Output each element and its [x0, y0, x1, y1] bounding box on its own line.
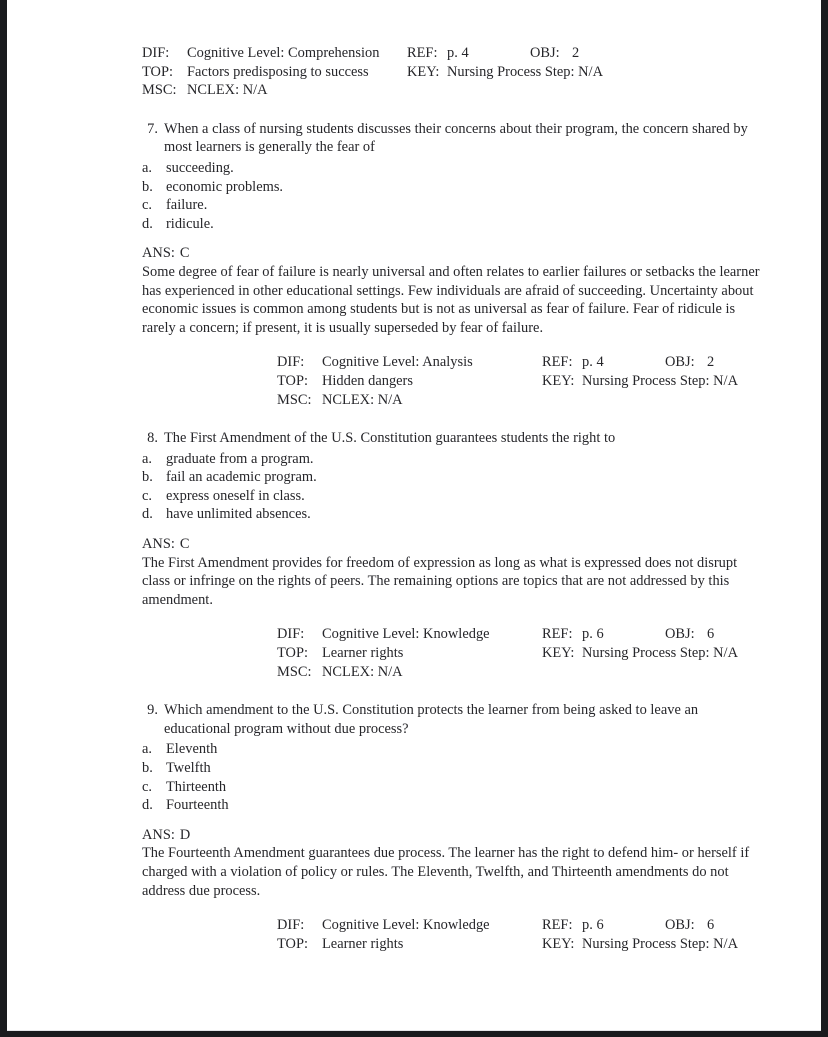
block-gap — [7, 100, 821, 120]
option-list — [142, 450, 821, 524]
obj-label: OBJ: — [665, 917, 695, 934]
key-value: Nursing Process Step: N/A — [582, 645, 738, 662]
ref-label: REF: — [407, 45, 438, 61]
msc-label: MSC: — [277, 663, 312, 680]
ref-label: REF: — [542, 354, 573, 371]
option-letter: c. — [142, 197, 153, 214]
option-text: succeeding. — [166, 159, 234, 176]
rationale-meta-gap — [142, 609, 821, 625]
option-text: Eleventh — [166, 741, 218, 758]
question-head — [142, 429, 821, 448]
option-letter: a. — [142, 450, 153, 467]
option-letter: c. — [142, 778, 153, 795]
obj-value: 6 — [707, 626, 715, 643]
question-head — [142, 120, 821, 157]
ref-value: p. 4 — [447, 45, 469, 61]
top-label: TOP: — [142, 63, 174, 80]
top-value: Factors predisposing to success — [187, 63, 369, 80]
key-value: Nursing Process Step: N/A — [582, 935, 738, 952]
answer-value: C — [179, 245, 190, 262]
options-answer-gap — [142, 233, 821, 244]
msc-label: MSC: — [142, 82, 177, 99]
msc-value: NCLEX: N/A — [322, 391, 403, 408]
option-letter: d. — [142, 797, 153, 814]
options-answer-gap — [142, 524, 821, 535]
page-bottom-edge — [7, 1030, 821, 1031]
ref-value: p. 6 — [582, 626, 604, 643]
question-number: 7. — [147, 120, 158, 137]
dif-label: DIF: — [142, 45, 170, 61]
option-text: have unlimited absences. — [166, 506, 311, 523]
option-item[interactable] — [142, 450, 821, 469]
option-text: Thirteenth — [166, 778, 227, 795]
dif-label: DIF: — [277, 917, 305, 934]
question-8 — [7, 429, 821, 681]
option-item[interactable] — [142, 778, 821, 797]
top-value: Hidden dangers — [322, 372, 413, 389]
option-item[interactable] — [142, 505, 821, 524]
msc-value: NCLEX: N/A — [322, 663, 403, 680]
option-letter: b. — [142, 469, 153, 486]
question-head — [142, 701, 821, 738]
obj-label: OBJ: — [530, 45, 560, 61]
option-text: Fourteenth — [166, 797, 229, 814]
obj-value: 6 — [707, 917, 715, 934]
answer-rationale: The First Amendment provides for freedom of expression as long as what is expressed does not disrupt class or infringe on the rights of peers. The remaining options are topics that are not addressed by this amendment. — [142, 554, 738, 608]
option-letter: b. — [142, 760, 153, 776]
dif-value: Cognitive Level: Comprehension — [187, 45, 380, 61]
option-item[interactable] — [142, 178, 821, 197]
option-item[interactable] — [142, 487, 821, 506]
ref-label: REF: — [542, 917, 573, 934]
answer-value: D — [179, 826, 191, 843]
question-stem: Which amendment to the U.S. Constitution protects the learner from being asked to leave an educational program without due process? — [164, 702, 699, 737]
option-text: failure. — [166, 197, 208, 214]
option-text: graduate from a program. — [166, 450, 314, 467]
meta-row-top — [277, 935, 821, 954]
dif-value: Cognitive Level: Analysis — [322, 354, 473, 371]
question-gap — [7, 681, 821, 701]
option-list — [142, 740, 821, 814]
option-item[interactable] — [142, 796, 821, 815]
rationale-meta-gap — [142, 900, 821, 916]
question-number: 8. — [147, 430, 158, 447]
option-letter: b. — [142, 178, 153, 195]
answer-label: ANS: — [142, 245, 175, 262]
question-gap — [7, 409, 821, 429]
msc-value: NCLEX: N/A — [187, 82, 268, 99]
answer-rationale: The Fourteenth Amendment guarantees due process. The learner has the right to defend him- or herself if charged with a violation of policy or rules. The Eleventh, Twelfth, and Thirteenth amendments do not address due process. — [142, 845, 750, 899]
option-letter: a. — [142, 741, 153, 758]
meta-row-top — [277, 372, 821, 391]
meta-row-dif — [277, 625, 821, 644]
key-label: KEY: — [407, 63, 440, 80]
meta-row-top — [142, 63, 821, 82]
option-letter: c. — [142, 487, 153, 504]
meta-row-msc — [277, 663, 821, 682]
key-value: Nursing Process Step: N/A — [447, 63, 603, 80]
ref-label: REF: — [542, 626, 573, 643]
option-letter: d. — [142, 215, 153, 232]
obj-label: OBJ: — [665, 626, 695, 643]
answer-value: C — [179, 536, 190, 553]
question-stem: When a class of nursing students discusses their concerns about their program, the concern shared by most learners is generally the fear of — [164, 120, 748, 156]
ref-value: p. 4 — [582, 354, 604, 371]
obj-value: 2 — [572, 45, 580, 61]
option-item[interactable] — [142, 196, 821, 215]
answer-line — [142, 244, 821, 263]
option-letter: a. — [142, 159, 153, 176]
meta-row-dif — [142, 44, 821, 63]
answer-line — [142, 535, 821, 554]
option-text: fail an academic program. — [166, 469, 317, 486]
option-text: Twelfth — [166, 760, 211, 776]
option-list — [142, 159, 821, 233]
top-label: TOP: — [277, 645, 309, 662]
key-label: KEY: — [542, 645, 575, 662]
question-9 — [7, 701, 821, 953]
option-item[interactable] — [142, 759, 821, 778]
question-7 — [7, 120, 821, 409]
answer-line — [142, 826, 821, 845]
option-text: express oneself in class. — [166, 487, 305, 504]
option-item[interactable] — [142, 468, 821, 487]
meta-row-msc — [277, 391, 821, 410]
option-item[interactable] — [142, 740, 821, 759]
options-answer-gap — [142, 815, 821, 826]
answer-label: ANS: — [142, 536, 175, 553]
dif-label: DIF: — [277, 354, 305, 371]
meta-block — [142, 625, 821, 681]
key-label: KEY: — [542, 935, 575, 952]
top-value: Learner rights — [322, 645, 404, 662]
answer-rationale: Some degree of fear of failure is nearly universal and often relates to earlier failures or setbacks the learner has experienced in other educational settings. Few individuals are afraid of succeeding. Uncertainty about economic issues is common among students but is not as universal as fear of failure. Fear of ridicule is rarely a concern; if present, it is usually superseded by fear of failure. — [142, 263, 760, 336]
meta-block — [142, 916, 821, 953]
ref-value: p. 6 — [582, 917, 604, 934]
option-text: economic problems. — [166, 178, 284, 195]
page-content — [7, 0, 821, 953]
meta-row-top — [277, 644, 821, 663]
dif-value: Cognitive Level: Knowledge — [322, 626, 490, 643]
document-page — [7, 0, 821, 1031]
msc-label: MSC: — [277, 391, 312, 408]
top-label: TOP: — [277, 935, 309, 952]
option-text: ridicule. — [166, 215, 214, 232]
dif-value: Cognitive Level: Knowledge — [322, 917, 490, 934]
meta-block-question-6 — [7, 44, 821, 100]
answer-label: ANS: — [142, 826, 175, 843]
dif-label: DIF: — [277, 626, 305, 643]
question-stem: The First Amendment of the U.S. Constitution guarantees students the right to — [164, 430, 616, 447]
meta-row-msc — [142, 81, 821, 100]
rationale-meta-gap — [142, 337, 821, 353]
obj-label: OBJ: — [665, 354, 695, 371]
meta-row-dif — [277, 353, 821, 372]
option-item[interactable] — [142, 215, 821, 234]
top-value: Learner rights — [322, 935, 404, 952]
key-value: Nursing Process Step: N/A — [582, 372, 738, 389]
option-item[interactable] — [142, 159, 821, 178]
key-label: KEY: — [542, 372, 575, 389]
meta-row-dif — [277, 916, 821, 935]
obj-value: 2 — [707, 354, 715, 371]
question-number: 9. — [147, 702, 158, 719]
meta-block — [142, 353, 821, 409]
option-letter: d. — [142, 506, 153, 523]
top-label: TOP: — [277, 372, 309, 389]
